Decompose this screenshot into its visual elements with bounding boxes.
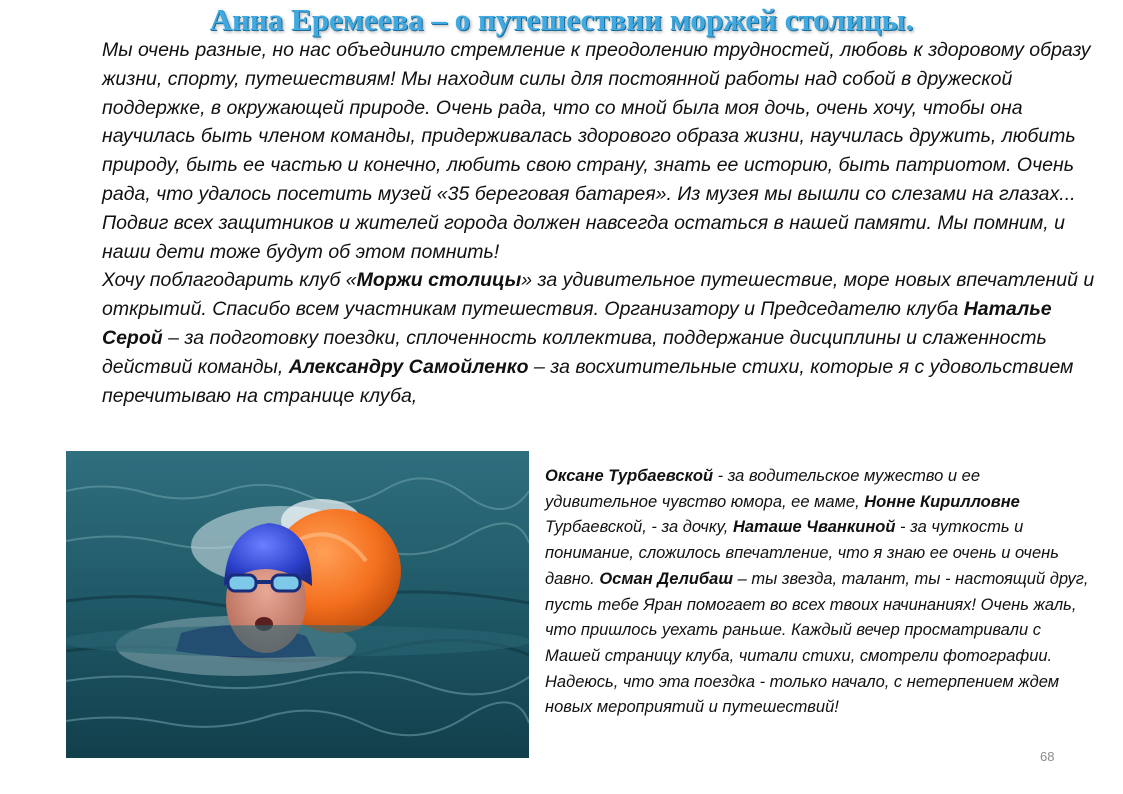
name-alexander: Александру Самойленко [288, 355, 529, 378]
club-name: Моржи столицы [356, 269, 522, 292]
page-title: Анна Еремеева – о путешествии моржей столицы. [209, 2, 914, 37]
swimmer-photo [66, 451, 529, 758]
name-oksana: Оксане Турбаевской [545, 467, 714, 485]
p2-text-2: » за удивительное путешествие, море новых впечатлений и открытий. Спасибо всем участникам путешествия. Организатору и Председателю клуба [102, 269, 1095, 321]
caption-text-3: - за чуткость и понимание, сложилось впечатление, что я знаю ее очень и очень давно. [545, 518, 1059, 588]
paragraph-2 [102, 266, 1112, 410]
caption-text-1: - за водительское мужество и ее удивительное чувство юмора, ее маме, [545, 467, 981, 511]
caption-text [545, 464, 1095, 721]
paragraph-1: Мы очень разные, но нас объединило стремление к преодолению трудностей, любовь к здоровому образу жизни, спорту, путешествиям! Мы находим силы для постоянной работы над собой в дружеской поддержке, в окружающей природе. Очень рада, что со мной была моя дочь, очень хочу, чтобы она научилась быть членом команды, придерживалась здорового образа жизни, научилась дружить, любить природу, быть ее частью и конечно, любить свою страну, знать ее историю, быть патриотом. Очень рада, что удалось посетить музей «35 береговая батарея». Из музея мы вышли со слезами на глазах... Подвиг всех защитников и жителей города должен навсегда остаться в нашей памяти. Мы помним, и наши дети тоже будут об этом помнить! [102, 39, 1091, 263]
name-natalia: Наталье Серой [102, 298, 1052, 349]
main-text [102, 36, 1112, 410]
name-natasha: Наташе Чванкиной [732, 518, 896, 537]
page-number: 68 [1040, 749, 1055, 764]
caption-text-4: – ты звезда, талант, ты - настоящий друг, пусть тебе Яран помогает во всех твоих начинаниях! Очень жаль, что пришлось уехать раньше. Каждый вечер просматривали с Машей страницу клуба, читали стихи, смотрели фотографии. Надеюсь, что эта поездка - только начало, с нетерпением ждем новых мероприятий и путешествий! [545, 569, 1089, 717]
name-osman: Осман Делибаш [599, 569, 733, 588]
p2-text-4: – за восхитительные стихи, которые я с удовольствием перечитываю на странице клуба, [102, 355, 1074, 407]
p2-text-1: Хочу поблагодарить клуб « [102, 269, 357, 292]
name-nonna: Нонне Кирилловне [864, 492, 1020, 511]
caption-text-2: Турбаевской, - за дочку, [545, 518, 733, 537]
p2-text-3: – за подготовку поездки, сплоченность коллектива, поддержание дисциплины и слаженность действий команды, [102, 326, 1047, 378]
